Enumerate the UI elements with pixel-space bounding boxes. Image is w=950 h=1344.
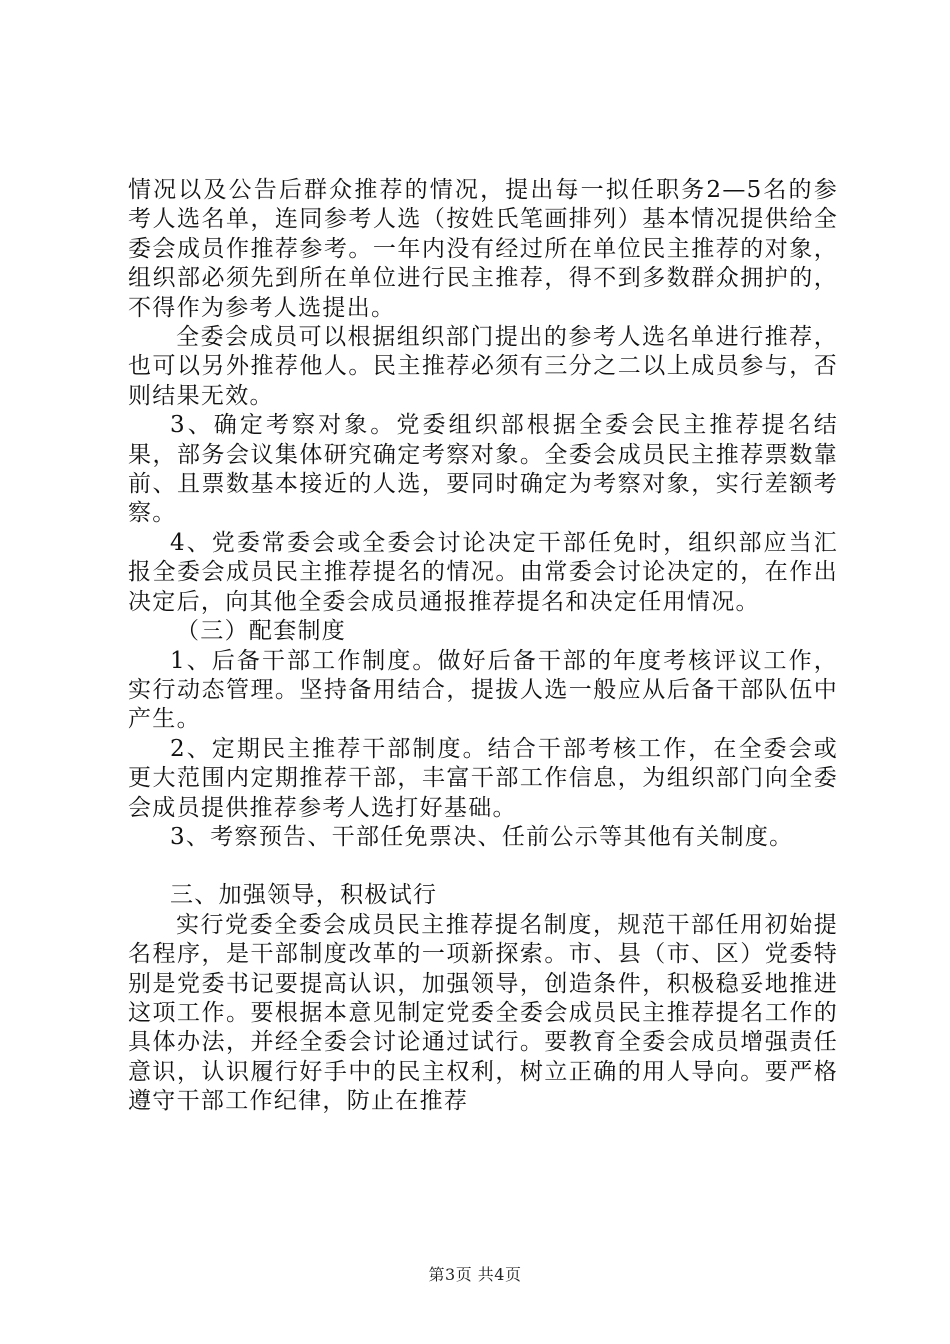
paragraph-5: 1、后备干部工作制度。做好后备干部的年度考核评议工作，实行动态管理。坚持备用结合，提拔人选一般应从后备干部队伍中产生。 [128,647,838,733]
section-heading-leadership: 三、加强领导，积极试行 [170,882,438,909]
paragraph-7: 3、考察预告、干部任免票决、任前公示等其他有关制度。 [170,823,794,850]
paragraph-8: 实行党委全委会成员民主推荐提名制度，规范干部任用初始提名程序，是干部制度改革的一项新探索。市、县（市、区）党委特别是党委书记要提高认识，加强领导，创造条件，积极稳妥地推进这项工作。要根据本意见制定党委全委会成员民主推荐提名工作的具体办法，并经全委会讨论通过试行。要教育全委会成员增强责任意识，认识履行好手中的民主权利，树立正确的用人导向。要严格遵守干部工作纪律，防止在推荐 [128,911,838,1115]
paragraph-6: 2、定期民主推荐干部制度。结合干部考核工作，在全委会或更大范围内定期推荐干部，丰富干部工作信息，为组织部门向全委会成员提供推荐参考人选打好基础。 [128,735,838,821]
blank-line [128,852,838,881]
page-footer: 第3页 共4页 [428,1265,522,1284]
document-body [128,176,838,1117]
paragraph-3: 3、确定考察对象。党委组织部根据全委会民主推荐提名结果，部务会议集体研究确定考察对象。全委会成员民主推荐票数靠前、且票数基本接近的人选，要同时确定为考察对象，实行差额考察。 [128,412,838,527]
section-heading-3: （三）配套制度 [176,618,347,645]
paragraph-4: 4、党委常委会或全委会讨论决定干部任免时，组织部应当汇报全委会成员民主推荐提名的情况。由常委会讨论决定的，在作出决定后，向其他全委会成员通报推荐提名和决定任用情况。 [128,529,838,615]
paragraph-1: 情况以及公告后群众推荐的情况，提出每一拟任职务2—5名的参考人选名单，连同参考人选（按姓氏笔画排列）基本情况提供给全委会成员作推荐参考。一年内没有经过所在单位民主推荐的对象，组织部必须先到所在单位进行民主推荐，得不到多数群众拥护的，不得作为参考人选提出。 [128,177,838,321]
paragraph-2: 全委会成员可以根据组织部门提出的参考人选名单进行推荐，也可以另外推荐他人。民主推荐必须有三分之二以上成员参与，否则结果无效。 [128,324,838,409]
